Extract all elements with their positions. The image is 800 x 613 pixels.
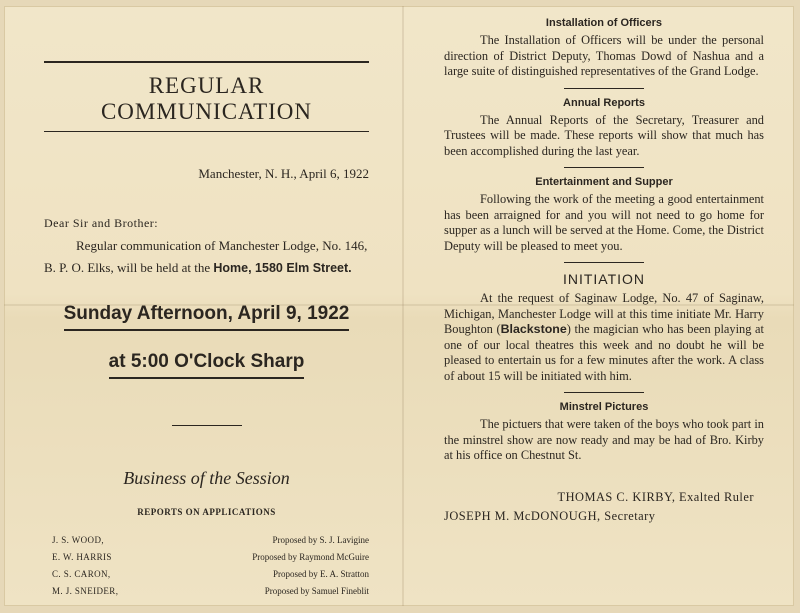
- applications-list: [44, 535, 369, 603]
- installation-text-body: The Installation of Officers will be under the personal direction of District Deputy, Thomas Dowd of Nashua and a large suite of distinguished representatives of the Grand Lodge.: [444, 33, 764, 78]
- annual-reports-text: [444, 113, 764, 160]
- annual-reports-heading: Annual Reports: [563, 96, 645, 109]
- time-banner: [44, 351, 369, 379]
- minstrel-heading: Minstrel Pictures: [559, 401, 649, 413]
- right-column: [444, 17, 764, 524]
- announcement-line-2: [44, 260, 352, 275]
- section-divider: [172, 425, 242, 426]
- entertainment-heading: Entertainment and Supper: [535, 176, 673, 188]
- applicant-name: M. J. SNEIDER,: [52, 586, 119, 596]
- section-divider: [564, 392, 644, 393]
- time-banner-text: at 5:00 O'Clock Sharp: [109, 351, 305, 379]
- applicant-name: E. W. HARRIS: [52, 552, 112, 562]
- vertical-fold-line: [402, 6, 404, 606]
- magician-name: Blackstone: [500, 322, 567, 336]
- announcement-line-1: Regular communication of Manchester Lodge, No. 146,: [76, 238, 368, 253]
- entertainment-text-body: Following the work of the meeting a good entertainment has been arraigned for and you will not need to go home for supper as a lunch will be served at the Home. Come, the District Deputy will be pleased to meet you.: [444, 192, 764, 253]
- application-row: [44, 535, 369, 552]
- application-row: [44, 586, 369, 603]
- applicant-proposer: Proposed by Raymond McGuire: [252, 552, 369, 562]
- signature-exalted-ruler: THOMAS C. KIRBY, Exalted Ruler: [557, 489, 754, 504]
- applicant-name: J. S. WOOD,: [52, 535, 104, 545]
- reports-on-applications-heading: REPORTS ON APPLICATIONS: [137, 507, 276, 517]
- section-divider: [564, 262, 644, 263]
- document-title: REGULAR COMMUNICATION: [100, 73, 313, 124]
- installation-text: [444, 33, 764, 80]
- section-divider: [564, 88, 644, 89]
- entertainment-text: [444, 192, 764, 254]
- initiation-text-start: At the request of Saginaw Lodge, No. 47 of Saginaw, Michigan, Manchester Lodge will at this time initiate Mr. Harry Boughton (: [444, 291, 764, 336]
- section-divider: [564, 167, 644, 168]
- title-bottom-rule: [44, 131, 369, 132]
- date-banner-text: Sunday Afternoon, April 9, 1922: [64, 303, 350, 331]
- applicant-proposer: Proposed by Samuel Fineblit: [264, 586, 369, 596]
- application-row: [44, 552, 369, 569]
- home-address: Home, 1580 Elm Street.: [213, 261, 352, 275]
- dateline: Manchester, N. H., April 6, 1922: [198, 166, 369, 181]
- initiation-text: [444, 291, 764, 384]
- applicant-proposer: Proposed by E. A. Stratton: [273, 569, 369, 579]
- minstrel-text: [444, 417, 764, 464]
- announcement-text: [44, 235, 369, 279]
- annual-reports-text-body: The Annual Reports of the Secretary, Treasurer and Trustees will be made. These reports will show that much has been accomplished during the last year.: [444, 112, 764, 158]
- document-sheet: [4, 6, 794, 606]
- date-banner: [44, 303, 369, 331]
- application-row: [44, 569, 369, 586]
- business-title: Business of the Session: [123, 468, 290, 488]
- installation-heading: Installation of Officers: [545, 17, 663, 29]
- left-column: [44, 61, 369, 603]
- initiation-text-end: ) the magician who has been playing at one of our local theatres this week and no doubt he will be pleased to entertain us for a few minutes after the work. A class of about 15 will be initiated with him.: [444, 322, 764, 383]
- signature-secretary: JOSEPH M. McDONOUGH, Secretary: [444, 508, 656, 523]
- salutation: Dear Sir and Brother:: [44, 216, 159, 230]
- minstrel-text-body: The pictuers that were taken of the boys who took part in the minstrel show are now ready and may be had of Bro. Kirby at his office on Chestnut St.: [444, 417, 764, 462]
- announcement-line-2-text: B. P. O. Elks, will be held at the: [44, 260, 214, 275]
- initiation-heading: INITIATION: [562, 271, 646, 287]
- applicant-proposer: Proposed by S. J. Lavigine: [272, 535, 369, 545]
- applicant-name: C. S. CARON,: [52, 569, 111, 579]
